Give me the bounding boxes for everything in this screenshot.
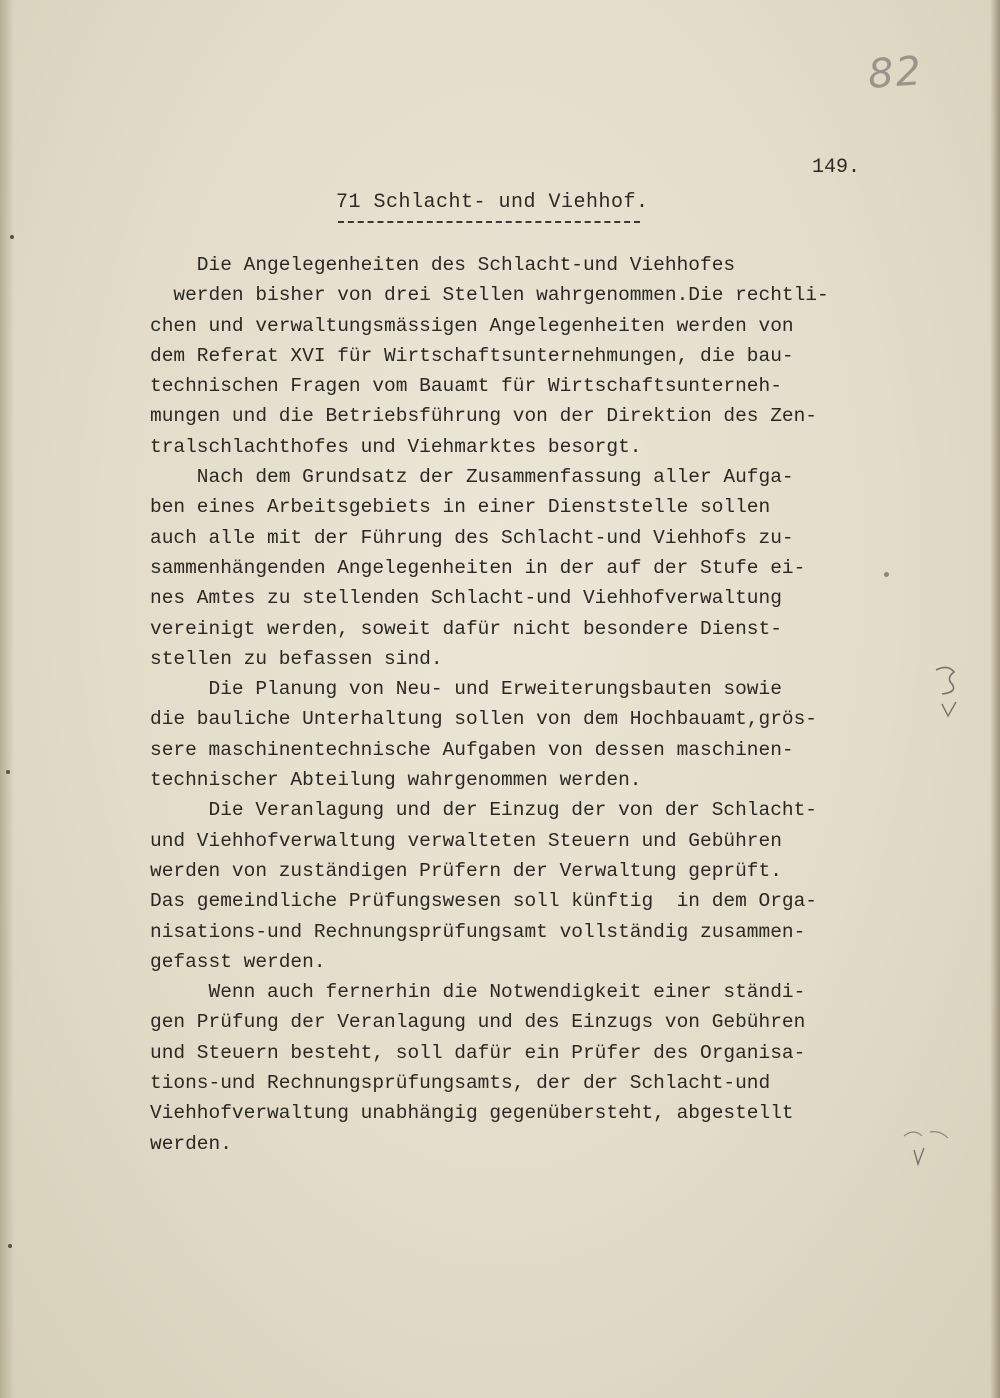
text-line: Die Planung von Neu- und Erweiterungsbauten sowie	[150, 678, 782, 701]
pencil-checkmark-icon	[900, 1122, 960, 1172]
text-line: ben eines Arbeitsgebiets in einer Dienststelle sollen	[150, 496, 771, 519]
text-line: und Steuern besteht, soll dafür ein Prüfer des Organisa-	[150, 1041, 806, 1064]
heading-underline	[338, 221, 640, 223]
text-line: technischen Fragen vom Bauamt für Wirtschaftsunterneh-	[150, 375, 782, 398]
text-line: Nach dem Grundsatz der Zusammenfassung aller Aufga-	[150, 466, 794, 489]
binding-hole-mark	[10, 235, 14, 239]
text-line: Viehhofverwaltung unabhängig gegenübersteht, abgestellt	[150, 1102, 794, 1125]
text-line: nes Amtes zu stellenden Schlacht-und Viehhofverwaltung	[150, 587, 782, 610]
text-line: Die Veranlagung und der Einzug der von der Schlacht-	[150, 799, 818, 822]
text-line: sere maschinentechnische Aufgaben von dessen maschinen-	[150, 738, 794, 761]
text-line: werden von zuständigen Prüfern der Verwaltung geprüft.	[150, 859, 782, 882]
text-line: dem Referat XVI für Wirtschaftsunternehmungen, die bau-	[150, 344, 794, 367]
text-line: mungen und die Betriebsführung von der Direktion des Zen-	[150, 405, 818, 428]
text-line: tralschlachthofes und Viehmarktes besorgt.	[150, 435, 642, 458]
text-line: gefasst werden.	[150, 950, 326, 973]
body-text	[150, 250, 910, 1159]
archive-number: 82	[866, 48, 925, 98]
text-line: stellen zu befassen sind.	[150, 647, 443, 670]
binding-hole-mark	[6, 770, 10, 774]
pencil-mark-icon	[928, 660, 968, 720]
binding-hole-mark	[8, 1244, 12, 1248]
text-line: tions-und Rechnungsprüfungsamts, der der Schlacht-und	[150, 1072, 771, 1095]
text-line: werden bisher von drei Stellen wahrgenommen.Die rechtli-	[150, 284, 829, 307]
text-line: gen Prüfung der Veranlagung und des Einzugs von Gebühren	[150, 1011, 806, 1034]
text-line: sammenhängenden Angelegenheiten in der auf der Stufe ei-	[150, 556, 806, 579]
text-line: chen und verwaltungsmässigen Angelegenheiten werden von	[150, 314, 794, 337]
text-line: und Viehhofverwaltung verwalteten Steuern und Gebühren	[150, 829, 782, 852]
page-number: 149.	[812, 156, 861, 179]
text-line: vereinigt werden, soweit dafür nicht besondere Dienst-	[150, 617, 782, 640]
text-line: Das gemeindliche Prüfungswesen soll künftig in dem Orga-	[150, 890, 818, 913]
paper-speck	[884, 572, 889, 577]
text-line: die bauliche Unterhaltung sollen von dem Hochbauamt,grös-	[150, 708, 818, 731]
text-line: auch alle mit der Führung des Schlacht-und Viehhofs zu-	[150, 526, 794, 549]
text-line: Die Angelegenheiten des Schlacht-und Viehhofes	[150, 254, 736, 276]
paper-edge-left	[0, 0, 14, 1398]
text-line: technischer Abteilung wahrgenommen werden.	[150, 769, 642, 792]
paper-edge-right	[990, 0, 1000, 1398]
text-line: nisations-und Rechnungsprüfungsamt vollständig zusammen-	[150, 920, 806, 943]
text-line: werden.	[150, 1132, 232, 1155]
text-line: Wenn auch fernerhin die Notwendigkeit einer ständi-	[150, 981, 806, 1004]
section-heading: 71 Schlacht- und Viehhof.	[336, 191, 649, 214]
